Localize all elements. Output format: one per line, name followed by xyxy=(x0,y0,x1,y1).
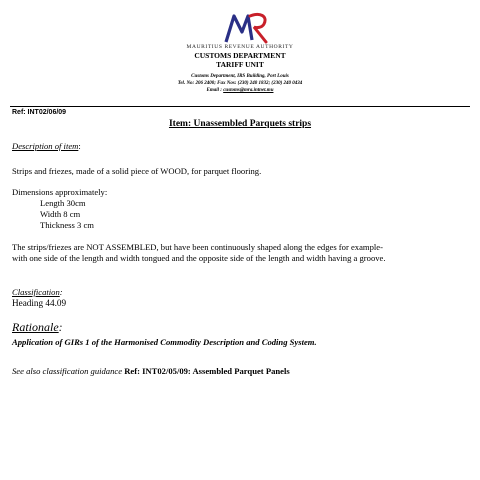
classification-heading: Classification xyxy=(12,287,60,297)
dimension-thickness: Thickness 3 cm xyxy=(40,220,94,230)
dimensions-intro: Dimensions approximately: xyxy=(12,187,108,197)
header-divider xyxy=(10,106,470,107)
classification-heading-line xyxy=(12,287,63,297)
description-text: Strips and friezes, made of a solid piece of WOOD, for parquet flooring. xyxy=(12,166,262,176)
document-title: Item: Unassembled Parquets strips xyxy=(168,119,312,129)
classification-value: Heading 44.09 xyxy=(12,298,67,308)
dimension-width: Width 8 cm xyxy=(40,209,81,219)
description-colon: : xyxy=(78,141,81,151)
see-also-line xyxy=(12,366,290,376)
rationale-text: Application of GIRs 1 of the Harmonised Commodity Description and Coding System. xyxy=(12,337,317,347)
assembly-text-line2: with one side of the length and width tongued and the opposite side of the length and width having a groove. xyxy=(12,253,386,263)
email-link[interactable]: customs@mra.intnet.mu xyxy=(223,88,274,93)
email-label: Email : xyxy=(206,88,222,93)
unit-name: TARIFF UNIT xyxy=(216,60,264,69)
rationale-heading: Rationale xyxy=(12,320,59,334)
email-line xyxy=(0,88,480,93)
description-heading-line xyxy=(12,141,81,151)
see-also-prefix: See also classification guidance xyxy=(12,366,123,376)
assembly-text-line1: The strips/friezes are NOT ASSEMBLED, but have been continuously shaped along the edges for example- xyxy=(12,242,383,252)
mra-logo xyxy=(222,10,272,44)
reference-number: Ref: INT02/06/09 xyxy=(12,109,67,116)
phone-fax-line: Tel. No: 206 2400; Fax Nos: (230) 240 1832; (230) 240 0434 xyxy=(177,81,303,86)
department-name: CUSTOMS DEPARTMENT xyxy=(194,51,286,60)
rationale-colon: : xyxy=(58,320,63,334)
logo-letter-m xyxy=(226,16,252,42)
rationale-heading-line xyxy=(12,320,63,335)
see-also-reference: Ref: INT02/05/09: Assembled Parquet Panels xyxy=(124,366,290,376)
dimension-length: Length 30cm xyxy=(40,198,86,208)
agency-line: MAURITIUS REVENUE AUTHORITY xyxy=(186,44,294,50)
classification-colon: : xyxy=(59,287,63,297)
address-line: Customs Department, IRS Building, Port Louis xyxy=(191,74,289,79)
description-heading: Description of item xyxy=(12,141,79,151)
